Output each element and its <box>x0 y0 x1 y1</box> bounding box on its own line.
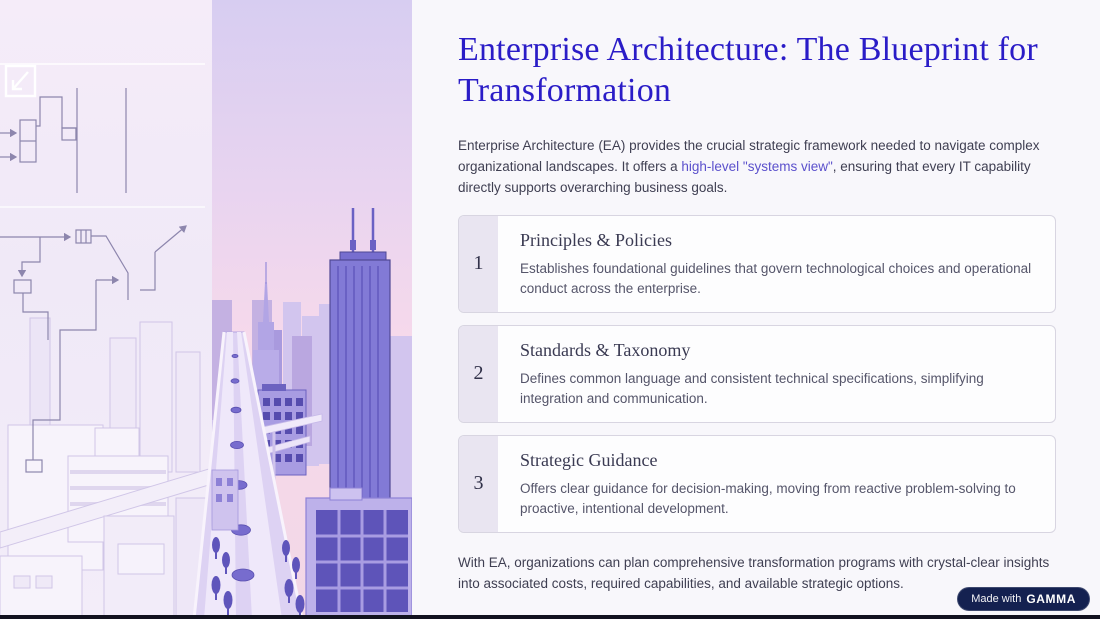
city-blueprint-illustration <box>0 0 412 619</box>
card-title: Strategic Guidance <box>520 449 658 470</box>
card-number-badge: 1 <box>459 216 498 312</box>
bottom-bar <box>0 615 1100 619</box>
gamma-logo: GAMMA <box>1026 592 1076 606</box>
page-title: Enterprise Architecture: The Blueprint for Transformation <box>458 31 1038 109</box>
foreground-building <box>306 488 412 619</box>
card-body <box>498 216 1055 312</box>
card-number-badge: 2 <box>459 326 498 422</box>
intro-text-after: , ensuring that every IT capability directly supports overarching business goals. <box>458 158 1031 195</box>
card-body <box>498 436 1055 532</box>
intro-text-before: Enterprise Architecture (EA) provides the crucial strategic framework needed to navigate complex organizational landscapes. It offers a <box>458 137 1040 174</box>
card-list <box>458 215 1056 533</box>
systems-view-link[interactable]: high-level "systems view" <box>681 158 833 174</box>
card-principles-policies <box>458 215 1056 313</box>
intro-paragraph <box>458 135 1056 198</box>
left-edge-buildings <box>212 470 238 530</box>
city-illustration-svg <box>0 0 412 619</box>
card-description: Defines common language and consistent technical specifications, simplifying integration and communication. <box>520 370 984 406</box>
blueprint-zone <box>0 0 212 619</box>
card-description: Offers clear guidance for decision-making, moving from reactive problem-solving to proactive, intentional development. <box>520 480 1016 516</box>
card-description: Establishes foundational guidelines that govern technological choices and operational conduct across the enterprise. <box>520 260 1032 296</box>
made-with-gamma-badge[interactable] <box>957 587 1090 611</box>
card-title: Standards & Taxonomy <box>520 339 691 360</box>
card-title: Principles & Policies <box>520 229 672 250</box>
slide-content <box>412 0 1100 619</box>
card-body <box>498 326 1055 422</box>
outro-paragraph: With EA, organizations can plan comprehensive transformation programs with crystal-clear insights into associated costs, required capabilities, and available strategic options. <box>458 554 1050 591</box>
city-zone <box>194 0 412 619</box>
card-number-badge: 3 <box>459 436 498 532</box>
card-strategic-guidance <box>458 435 1056 533</box>
card-standards-taxonomy <box>458 325 1056 423</box>
badge-prefix-text: Made with <box>971 593 1022 605</box>
